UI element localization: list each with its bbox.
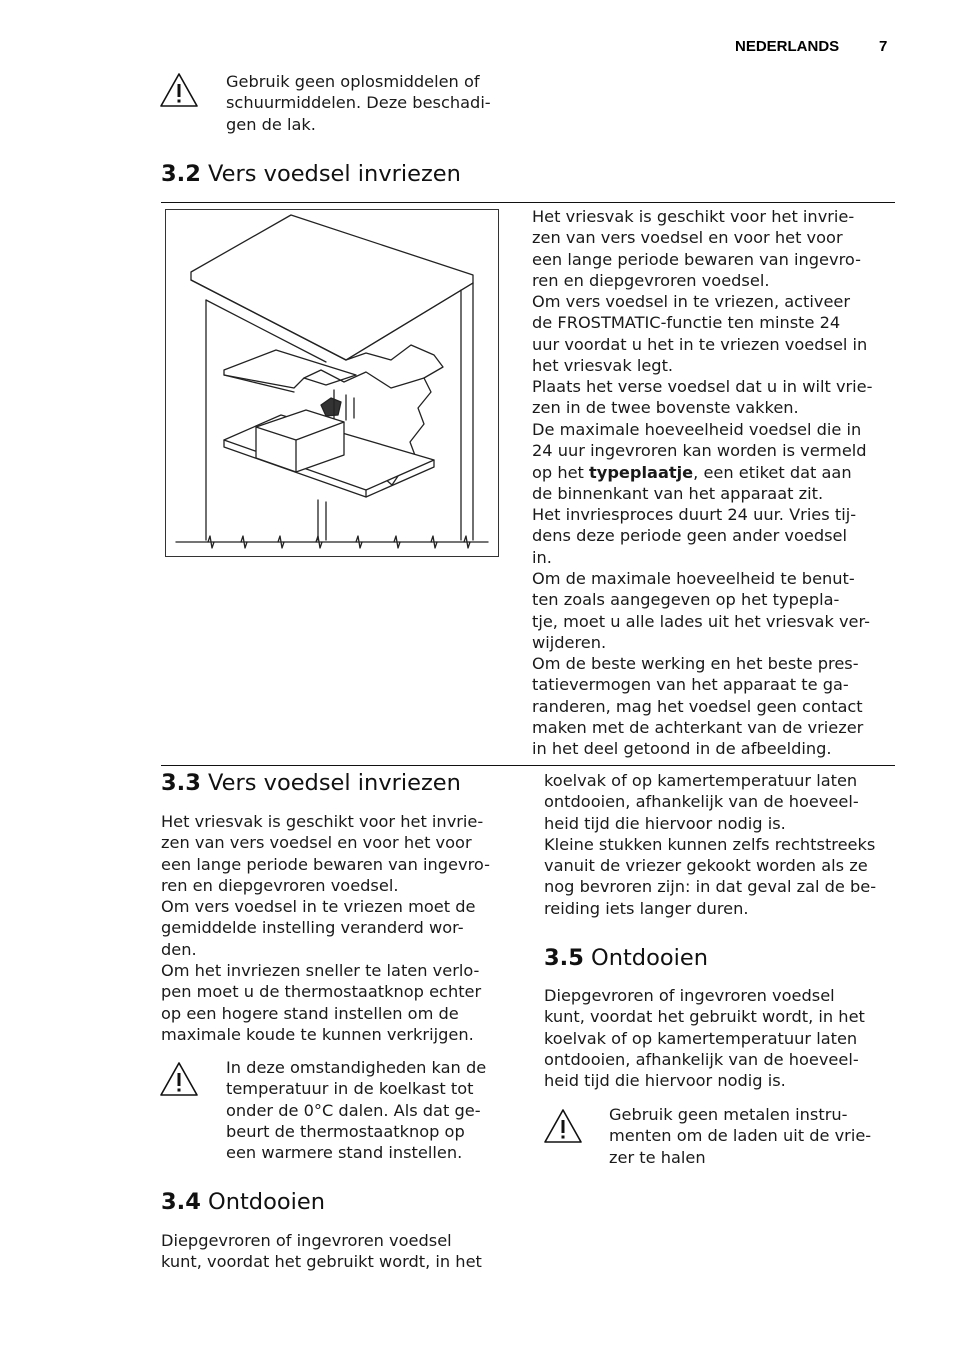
section-3-2-paragraph-4 xyxy=(532,419,867,504)
section-3-5-warning-text: Gebruik geen metalen instru- menten om de laden uit de vrie- zer te halen xyxy=(609,1105,872,1167)
section-3-4-continuation: koelvak of op kamertemperatuur laten ontdooien, afhankelijk van de hoeveel- heid tijd die hiervoor nodig is. Kleine stukken kunnen zelfs rechtstreeks vanuit de vriezer gekookt worden als ze nog bevroren zijn: in dat geval zal de be- reiding iets langer duren. xyxy=(544,771,877,918)
section-3-3-number: 3.3 xyxy=(161,770,201,796)
section-divider-bottom xyxy=(161,765,895,766)
section-3-4-paragraph: Diepgevroren of ingevroren voedsel kunt, voordat het gebruikt wordt, in het xyxy=(161,1231,482,1272)
section-3-3-paragraph: Het vriesvak is geschikt voor het invrie- zen van vers voedsel en voor het voor een lange periode bewaren van ingevro- ren en diepgevroren voedsel. Om vers voedsel in te vriezen moet de gemiddelde instelling veranderd wor- den. Om het invriezen sneller te laten verlo- pen moet u de thermostaatknop echter op een hogere stand instellen om de maximale koude te kunnen verkrijgen. xyxy=(161,812,490,1044)
section-3-4-title: Ontdooien xyxy=(208,1189,325,1215)
section-3-2-paragraph-7: Om de beste werking en het beste pres- tatievermogen van het apparaat te ga- randeren, mag het voedsel geen contact maken met de achterkant van de vriezer in het deel getoond in de afbeelding. xyxy=(532,654,864,759)
section-3-5-number: 3.5 xyxy=(544,945,584,971)
warning-triangle-icon xyxy=(159,72,199,108)
section-3-3-warning-text: In deze omstandigheden kan de temperatuur in de koelkast tot onder de 0°C dalen. Als dat ge- beurt de thermostaatknop op een warmere stand instellen. xyxy=(226,1058,487,1163)
warning-triangle-icon xyxy=(543,1108,583,1144)
top-warning-text: Gebruik geen oplosmiddelen of schuurmiddelen. Deze beschadi- gen de lak. xyxy=(226,72,491,134)
section-3-5-paragraph: Diepgevroren of ingevroren voedsel kunt, voordat het gebruikt wordt, in het koelvak of op kamertemperatuur laten ontdooien, afhankelijk van de hoeveel- heid tijd die hiervoor nodig is. xyxy=(544,986,865,1091)
section-3-2-paragraph-2: Om vers voedsel in te vriezen, activeer de FROSTMATIC-functie ten minste 24 uur voordat u het in te vriezen voedsel in het vriesvak legt. xyxy=(532,292,868,375)
page-number: 7 xyxy=(879,38,888,55)
paragraph-4-lead: De maximale hoeveelheid voedsel die in 24 uur ingevroren kan worden is vermeld op het xyxy=(532,420,867,482)
paragraph-4-tail: , een etiket dat aan de binnenkant van het apparaat zit. xyxy=(532,462,852,503)
section-3-4-heading xyxy=(161,1188,325,1216)
section-3-2-paragraph-6: Om de maximale hoeveelheid te benut- ten zoals aangegeven op het typepla- tje, moet u alle lades uit het vriesvak ver- wijderen. xyxy=(532,569,870,652)
warning-triangle-icon xyxy=(159,1061,199,1097)
section-divider-top xyxy=(161,202,895,203)
section-3-2-paragraph-3: Plaats het verse voedsel dat u in wilt vrie- zen in de twee bovenste vakken. xyxy=(532,377,873,418)
section-3-2-heading xyxy=(161,160,461,188)
section-3-3-title: Vers voedsel invriezen xyxy=(208,770,461,796)
section-3-5-heading xyxy=(544,944,708,972)
section-3-4-number: 3.4 xyxy=(161,1189,201,1215)
typeplaatje-term: typeplaatje xyxy=(589,462,694,482)
running-header-language: NEDERLANDS xyxy=(735,38,840,55)
section-3-2-number: 3.2 xyxy=(161,161,201,187)
section-3-2-title: Vers voedsel invriezen xyxy=(208,161,461,187)
section-3-2-paragraph-5: Het invriesproces duurt 24 uur. Vries tij- dens deze periode geen ander voedsel in. xyxy=(532,505,857,567)
section-3-5-title: Ontdooien xyxy=(591,945,708,971)
section-3-2-paragraph-1: Het vriesvak is geschikt voor het invrie- zen van vers voedsel en voor het voor een lange periode bewaren van ingevro- ren en diepgevroren voedsel. xyxy=(532,207,861,290)
freezer-shelves-illustration xyxy=(165,209,499,557)
section-3-3-heading xyxy=(161,769,461,797)
